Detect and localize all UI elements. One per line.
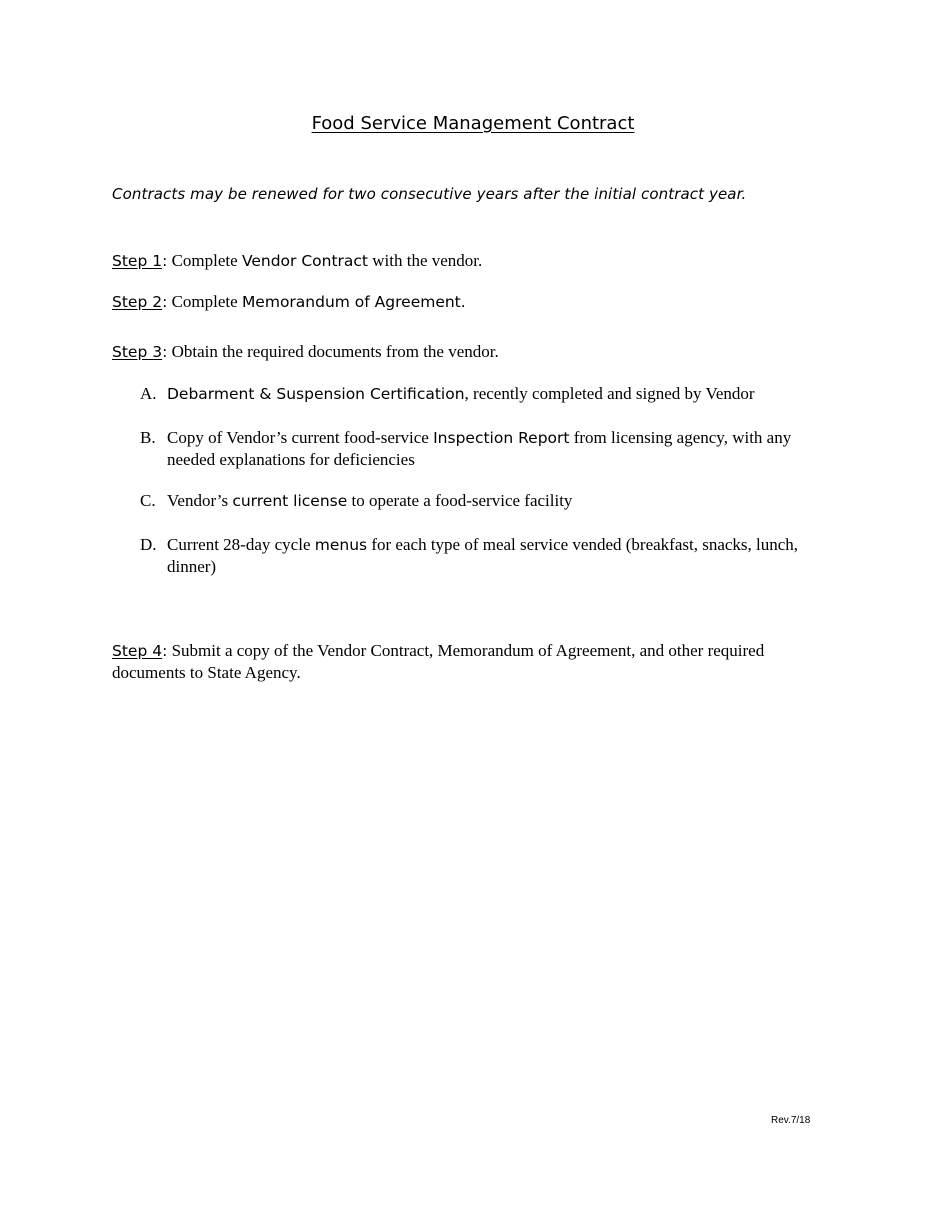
step-4 bbox=[112, 640, 792, 683]
step-colon: : bbox=[162, 642, 168, 660]
step-label: Step 4 bbox=[112, 642, 163, 660]
revision-note: Rev.7/18 bbox=[771, 1115, 811, 1126]
step-highlight: Vendor Contract bbox=[241, 252, 368, 270]
step-label: Step 3 bbox=[112, 343, 163, 361]
step-1 bbox=[112, 250, 812, 272]
item-text: from licensing agency, with any needed explanations for deficiencies bbox=[167, 428, 792, 469]
item-letter: B. bbox=[140, 428, 156, 447]
item-text: Current 28-day cycle bbox=[167, 535, 315, 554]
step-text: Complete bbox=[167, 292, 242, 311]
item-letter: A. bbox=[140, 384, 157, 403]
item-text: to operate a food-service facility bbox=[347, 491, 573, 510]
page-title: Food Service Management Contract bbox=[311, 113, 635, 134]
item-letter: C. bbox=[140, 491, 156, 510]
step-text: Complete bbox=[167, 251, 242, 270]
step-text: Submit a copy of the Vendor Contract, Memorandum of Agreement, and other required documents to State Agency. bbox=[112, 641, 765, 682]
step-text: Obtain the required documents from the vendor. bbox=[167, 342, 499, 361]
item-letter: D. bbox=[140, 535, 157, 554]
step-label: Step 1 bbox=[112, 252, 163, 270]
item-text: for each type of meal service vended (breakfast, snacks, lunch, dinner) bbox=[167, 535, 799, 576]
step-2 bbox=[112, 291, 812, 313]
item-highlight: current license bbox=[232, 492, 348, 510]
item-highlight: menus bbox=[314, 536, 368, 554]
renewal-note: Contracts may be renewed for two consecutive years after the initial contract year. bbox=[112, 185, 747, 203]
item-highlight: Debarment & Suspension Certification bbox=[167, 385, 465, 403]
step-colon: : bbox=[162, 293, 168, 311]
step-label: Step 2 bbox=[112, 293, 163, 311]
step-colon: : bbox=[162, 343, 168, 361]
step-highlight: Memorandum of Agreement. bbox=[241, 293, 466, 311]
step-text: with the vendor. bbox=[368, 251, 483, 270]
item-text: , recently completed and signed by Vendor bbox=[464, 384, 755, 403]
step-3 bbox=[112, 341, 812, 363]
item-text: Copy of Vendor’s current food-service bbox=[167, 428, 434, 447]
step-colon: : bbox=[162, 252, 168, 270]
item-highlight: Inspection Report bbox=[433, 429, 570, 447]
item-text: Vendor’s bbox=[167, 491, 233, 510]
